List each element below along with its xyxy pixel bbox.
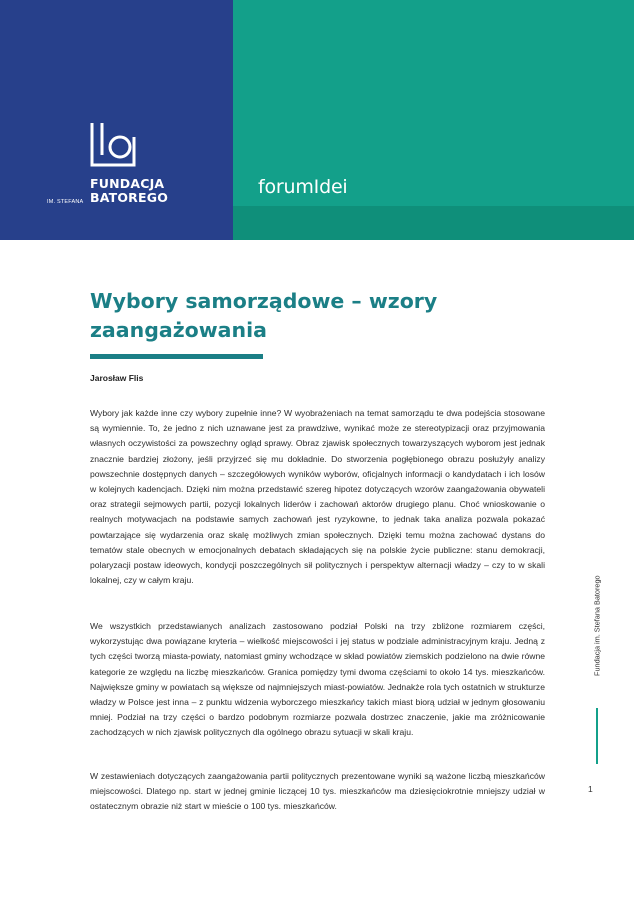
paragraph-2: We wszystkich przedstawianych analizach zastosowano podział Polski na trzy zbliżone rozmiarem części, wykorzystując dwa powiązane kryteria – wielkość miejscowości i jej status w podziale administracyjnym kraju. Jedną z tych części tworzą miasta-powiaty, natomiast gminy wchodzące w skład powiatów ziemskich podzielono na dwie równe kategorie ze względu na liczbę mieszkańców. Granica pomiędzy tymi dwoma częściami to około 14 tys. mieszkańców. Największe gminy w powiatach są większe od najmniejszych miast-powiatów. Jednakże rola tych ostatnich w strukturze władzy w Polsce jest inna – z punktu widzenia wyborczego mieszkańcy takich miast biorą udział w jednym głosowaniu mniej. Podział na trzy części o bardzo podobnym rozmiarze pozwala dostrzec znaczenie, jakie ma zróżnicowanie zachodzących w nich zjawisk politycznych dla ogólnego obrazu sytuacji w skali kraju. xyxy=(90,621,545,738)
title-underline xyxy=(90,354,263,359)
sidebar-footer-text: Fundacja im. Stefana Batorego xyxy=(592,575,602,677)
series-title: forumIdei xyxy=(258,176,348,198)
logo-name xyxy=(90,177,168,205)
paragraph-1: Wybory jak każde inne czy wybory zupełnie inne? W wyobrażeniach na temat samorządu te dwa podejścia stosowane są wymiennie. To, że jedno z nich uznawane jest za prawdziwe, wynikać może ze stereotypizacji oraz przyjmowania własnych oczywistości za powszechny ogląd sprawy. Obraz zjawisk społecznych towarzyszących wyborom jest jednak znacznie bardziej złożony, jeśli przyjrzeć się mu dokładnie. Do stworzenia pogłębionego obrazu posłużyły analizy powszechnie dostępnych danych – szczegółowych wyników wyborów, oficjalnych informacji o kandydatach i ich losów w kolejnych kadencjach. Dzięki nim można przedstawić szereg hipotez dotyczących wzorów zaangażowania obywateli oraz strategii sejmowych partii, pozycji lokalnych liderów i zachowań aktorów drugiego planu. Choć wnioskowanie o realnych motywacjach na podstawie samych zachowań jest ryzykowne, to jednak taka analiza pozwala pokazać powtarzające się wydarzenia oraz skalę możliwych zmian społecznych. Dzięki temu można zachować dystans do tematów stale obecnych w emocjonalnych debatach składających się na polskie życie publiczne: stanu demokracji, polaryzacji postaw ideowych, kondycji poszczególnych sił politycznych i perspektyw alternacji władzy – czy to w skali lokalnej, czy w całym kraju. xyxy=(90,408,545,586)
header-teal-panel xyxy=(233,0,634,240)
foundation-logo-icon xyxy=(90,121,136,167)
page-number: 1 xyxy=(588,784,593,794)
logo-small-text: IM. STEFANA xyxy=(47,199,84,205)
document-title: Wybory samorządowe – wzory zaangażowania xyxy=(90,289,438,342)
author-name: Jarosław Flis xyxy=(90,373,144,383)
paragraph-3: W zestawieniach dotyczących zaangażowania partii politycznych prezentowane wyniki są ważone liczbą mieszkańców miejscowości. Dlatego np. start w jednej gminie liczącej 10 tys. mieszkańców ma dziesięciokrotnie mniejszy udział w ostatecznym obrazie niż start w mieście o 100 tys. mieszkańców. xyxy=(90,771,545,812)
sidebar-rule xyxy=(596,708,598,764)
logo-name-line2: BATOREGO xyxy=(90,190,169,205)
header-teal-strip xyxy=(233,206,634,240)
logo-name-line1: FUNDACJA xyxy=(90,176,165,191)
